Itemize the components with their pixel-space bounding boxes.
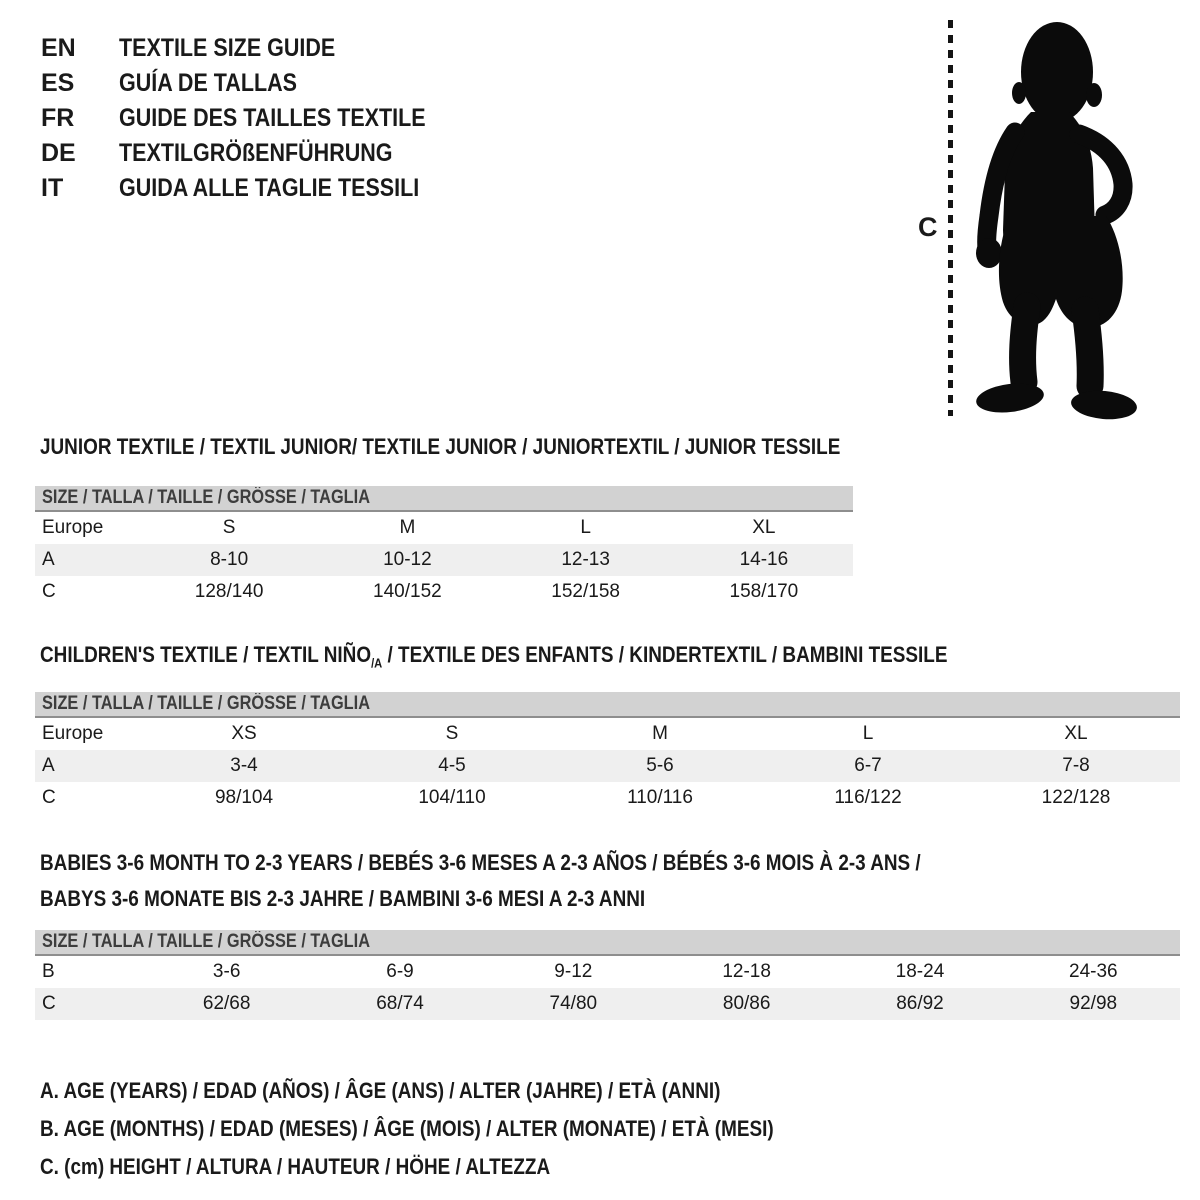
size-cell: XS bbox=[231, 723, 257, 744]
language-code: DE bbox=[41, 139, 76, 167]
legend-line-c bbox=[40, 1148, 893, 1186]
height-cell: 74/80 bbox=[549, 993, 598, 1014]
size-cell: L bbox=[862, 723, 874, 744]
height-cell: 68/74 bbox=[376, 993, 424, 1014]
height-cell: 86/92 bbox=[896, 993, 944, 1014]
size-cell: M bbox=[399, 517, 416, 538]
children-section-title bbox=[40, 642, 1095, 676]
age-cell: 8-10 bbox=[210, 549, 249, 570]
age-cell: 14-16 bbox=[739, 549, 789, 570]
language-row-es bbox=[41, 66, 476, 101]
language-label: GUÍA DE TALLAS bbox=[119, 69, 297, 97]
age-cell: 4-5 bbox=[438, 755, 466, 776]
babies-section-title-line1 bbox=[40, 850, 1064, 876]
size-cell: L bbox=[580, 517, 591, 538]
legend bbox=[40, 1072, 893, 1186]
table-row-age-months bbox=[35, 956, 1180, 988]
height-cell: 122/128 bbox=[1041, 787, 1111, 808]
table-row-height bbox=[35, 576, 853, 608]
language-code: IT bbox=[41, 174, 64, 202]
legend-line-a-text: A. AGE (YEARS) / EDAD (AÑOS) / ÂGE (ANS) / ALTER (JAHRE) / ETÀ (ANNI) bbox=[40, 1078, 721, 1103]
legend-line-b bbox=[40, 1110, 893, 1148]
babies-size-bar bbox=[35, 930, 1180, 956]
row-label-cell: C bbox=[42, 787, 56, 808]
height-cell: 62/68 bbox=[202, 993, 251, 1014]
age-cell: 9-12 bbox=[554, 961, 593, 982]
table-row-age bbox=[35, 750, 1180, 782]
children-title-pre: CHILDREN'S TEXTILE / TEXTIL NIÑO bbox=[40, 642, 372, 667]
row-label-cell: Europe bbox=[42, 723, 104, 744]
size-cell: M bbox=[652, 723, 668, 744]
language-code: ES bbox=[41, 69, 75, 97]
size-cell: S bbox=[445, 723, 459, 744]
age-cell: 7-8 bbox=[1062, 755, 1090, 776]
table-row-europe bbox=[35, 512, 853, 544]
row-label-cell: C bbox=[42, 581, 56, 602]
legend-line-c-text: C. (cm) HEIGHT / ALTURA / HAUTEUR / HÖHE / ALTEZZA bbox=[40, 1154, 551, 1179]
height-cell: 92/98 bbox=[1069, 993, 1118, 1014]
babies-section-title-line2 bbox=[40, 886, 744, 912]
height-dashed-line bbox=[948, 20, 953, 416]
height-cell: 104/110 bbox=[418, 787, 486, 808]
height-cell: 80/86 bbox=[722, 993, 771, 1014]
language-row-it bbox=[41, 171, 476, 206]
legend-line-a bbox=[40, 1072, 893, 1110]
language-row-en bbox=[41, 31, 476, 66]
table-row-height bbox=[35, 782, 1180, 814]
junior-section-title-text: JUNIOR TEXTILE / TEXTIL JUNIOR/ TEXTILE JUNIOR / JUNIORTEXTIL / JUNIOR TESSILE bbox=[40, 434, 841, 459]
language-label: TEXTILGRÖßENFÜHRUNG bbox=[119, 139, 393, 167]
language-label: GUIDE DES TAILLES TEXTILE bbox=[119, 104, 426, 132]
height-cell: 152/158 bbox=[551, 581, 620, 602]
row-label-cell: A bbox=[42, 755, 55, 776]
children-size-bar bbox=[35, 692, 1180, 718]
age-cell: 10-12 bbox=[383, 549, 432, 570]
size-cell: XL bbox=[752, 517, 776, 538]
age-cell: 6-9 bbox=[386, 961, 414, 982]
baby-silhouette-icon bbox=[967, 20, 1137, 420]
height-cell: 128/140 bbox=[194, 581, 264, 602]
age-cell: 18-24 bbox=[895, 961, 945, 982]
junior-section-title bbox=[40, 434, 971, 460]
age-cell: 5-6 bbox=[646, 755, 674, 776]
table-row-height bbox=[35, 988, 1180, 1020]
row-label-cell: B bbox=[42, 961, 55, 982]
language-list bbox=[41, 31, 476, 206]
legend-line-b-text: B. AGE (MONTHS) / EDAD (MESES) / ÂGE (MOIS) / ALTER (MONATE) / ETÀ (MESI) bbox=[40, 1116, 774, 1141]
row-label-cell: A bbox=[42, 549, 55, 570]
height-cell: 140/152 bbox=[373, 581, 442, 602]
size-cell: XL bbox=[1064, 723, 1088, 744]
height-label-c: C bbox=[918, 212, 938, 242]
language-label: GUIDA ALLE TAGLIE TESSILI bbox=[119, 174, 420, 202]
babies-table-block bbox=[35, 930, 1180, 1020]
children-table bbox=[35, 718, 1180, 814]
language-row-fr bbox=[41, 101, 476, 136]
babies-table bbox=[35, 956, 1180, 1020]
babies-title-line2-text: BABYS 3-6 MONATE BIS 2-3 JAHRE / BAMBINI 3-6 MESI A 2-3 ANNI bbox=[40, 886, 646, 911]
language-code: FR bbox=[41, 104, 75, 132]
row-label-cell: C bbox=[42, 993, 56, 1014]
height-figure bbox=[905, 18, 1185, 422]
children-section-title-text bbox=[40, 642, 947, 676]
babies-title-line1-text: BABIES 3-6 MONTH TO 2-3 YEARS / BEBÉS 3-6 MESES A 2-3 AÑOS / BÉBÉS 3-6 MOIS À 2-3 ANS / bbox=[40, 850, 921, 875]
children-title-subscript: /A bbox=[371, 655, 383, 671]
height-cell: 158/170 bbox=[729, 581, 799, 602]
height-cell: 98/104 bbox=[214, 787, 274, 808]
age-cell: 24-36 bbox=[1069, 961, 1118, 982]
junior-table-block bbox=[35, 486, 853, 608]
children-table-block bbox=[35, 692, 1180, 814]
junior-size-bar-text: SIZE / TALLA / TAILLE / GRÖSSE / TAGLIA bbox=[42, 487, 371, 508]
row-label-cell: Europe bbox=[42, 517, 104, 538]
age-cell: 12-18 bbox=[722, 961, 771, 982]
age-cell: 3-4 bbox=[230, 755, 258, 776]
junior-size-bar bbox=[35, 486, 853, 512]
language-label: TEXTILE SIZE GUIDE bbox=[119, 34, 336, 62]
height-cell: 110/116 bbox=[627, 787, 693, 808]
language-row-de bbox=[41, 136, 476, 171]
table-row-europe bbox=[35, 718, 1180, 750]
size-cell: S bbox=[222, 517, 236, 538]
children-title-post: / TEXTILE DES ENFANTS / KINDERTEXTIL / BAMBINI TESSILE bbox=[382, 642, 948, 667]
junior-table bbox=[35, 512, 853, 608]
table-row-age bbox=[35, 544, 853, 576]
age-cell: 12-13 bbox=[561, 549, 610, 570]
babies-size-bar-text: SIZE / TALLA / TAILLE / GRÖSSE / TAGLIA bbox=[42, 931, 371, 952]
age-cell: 3-6 bbox=[212, 961, 241, 982]
language-code: EN bbox=[41, 34, 76, 62]
height-cell: 116/122 bbox=[834, 787, 902, 808]
children-size-bar-text: SIZE / TALLA / TAILLE / GRÖSSE / TAGLIA bbox=[42, 693, 371, 714]
age-cell: 6-7 bbox=[854, 755, 882, 776]
